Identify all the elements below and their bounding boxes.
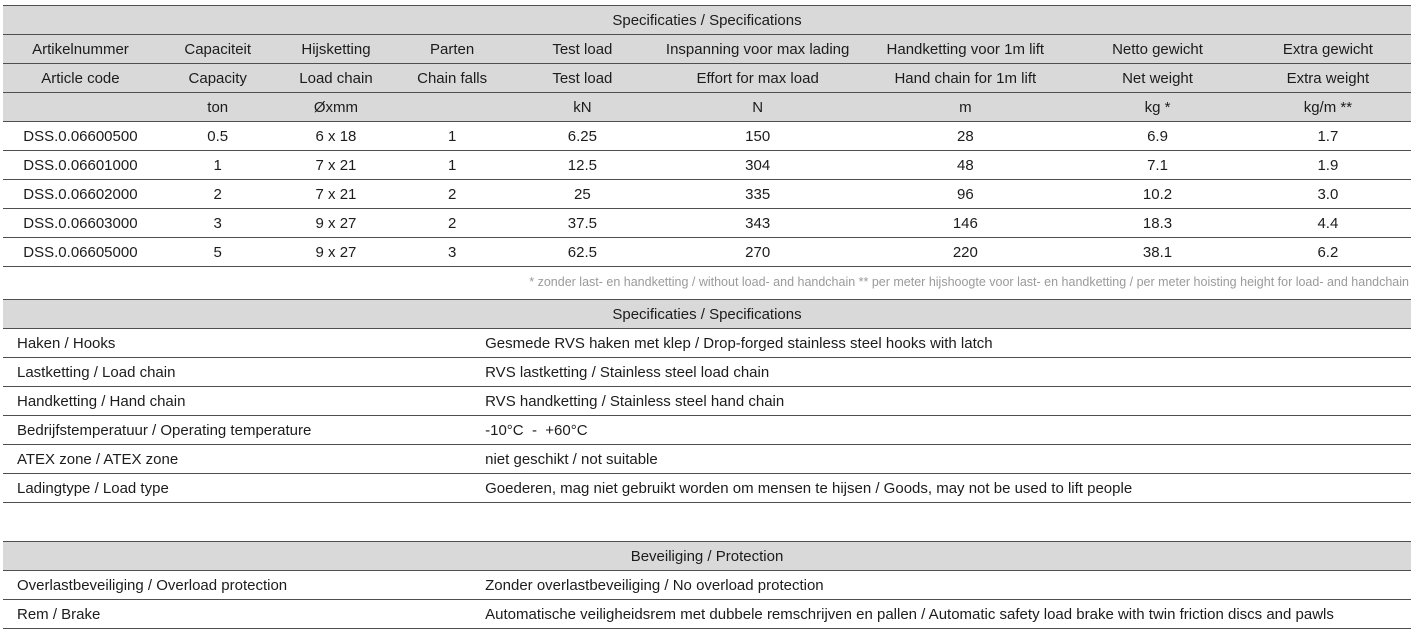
- table-cell: DSS.0.06602000: [3, 180, 158, 209]
- table-row: [3, 387, 1411, 416]
- table-cell: 96: [860, 180, 1070, 209]
- table-cell: 7 x 21: [278, 151, 395, 180]
- row-label: Handketting / Hand chain: [3, 387, 483, 416]
- table-row: [3, 358, 1411, 387]
- table-cell: ton: [158, 93, 278, 122]
- row-value: Zonder overlastbeveiliging / No overload protection: [483, 571, 1411, 600]
- table-cell: 1: [158, 151, 278, 180]
- details-table-title-row: [3, 300, 1411, 329]
- spec-table-title-row: [3, 6, 1411, 35]
- row-value: RVS handketting / Stainless steel hand chain: [483, 387, 1411, 416]
- table-row: [3, 209, 1411, 238]
- table-cell: 2: [158, 180, 278, 209]
- table-cell: DSS.0.06603000: [3, 209, 158, 238]
- protection-table-title: Beveiliging / Protection: [3, 542, 1411, 571]
- table-cell: 1.7: [1245, 122, 1411, 151]
- table-cell: Load chain: [278, 64, 395, 93]
- table-cell: 343: [655, 209, 861, 238]
- table-cell: Artikelnummer: [3, 35, 158, 64]
- table-cell: 10.2: [1070, 180, 1245, 209]
- table-cell: 37.5: [510, 209, 655, 238]
- row-label: Bedrijfstemperatuur / Operating temperature: [3, 416, 483, 445]
- table-cell: 150: [655, 122, 861, 151]
- protection-table-body: [3, 571, 1411, 629]
- table-cell: Inspanning voor max lading: [655, 35, 861, 64]
- spec-table: [3, 5, 1411, 267]
- row-value: Gesmede RVS haken met klep / Drop-forged stainless steel hooks with latch: [483, 329, 1411, 358]
- row-value: -10°C - +60°C: [483, 416, 1411, 445]
- table-cell: kg *: [1070, 93, 1245, 122]
- table-cell: m: [860, 93, 1070, 122]
- row-label: Ladingtype / Load type: [3, 474, 483, 503]
- table-row: [3, 329, 1411, 358]
- table-cell: Extra weight: [1245, 64, 1411, 93]
- table-cell: 0.5: [158, 122, 278, 151]
- table-cell: Effort for max load: [655, 64, 861, 93]
- table-cell: 25: [510, 180, 655, 209]
- table-cell: kg/m **: [1245, 93, 1411, 122]
- table-cell: Hijsketting: [278, 35, 395, 64]
- table-cell: 38.1: [1070, 238, 1245, 267]
- table-cell: 3: [394, 238, 509, 267]
- table-cell: 3: [158, 209, 278, 238]
- spec-table-body: [3, 122, 1411, 267]
- details-table: [3, 299, 1411, 503]
- table-cell: Øxmm: [278, 93, 395, 122]
- table-cell: N: [655, 93, 861, 122]
- table-cell: 6 x 18: [278, 122, 395, 151]
- table-cell: 9 x 27: [278, 209, 395, 238]
- spec-sheet: [3, 0, 1411, 629]
- table-cell: kN: [510, 93, 655, 122]
- table-cell: 7 x 21: [278, 180, 395, 209]
- table-cell: 335: [655, 180, 861, 209]
- table-cell: 48: [860, 151, 1070, 180]
- table-cell: 4.4: [1245, 209, 1411, 238]
- table-cell: Netto gewicht: [1070, 35, 1245, 64]
- table-footnote: * zonder last- en handketting / without load- and handchain ** per meter hijshoogte voor last- en handketting / per meter hoisting height for load- and handchain: [529, 275, 1409, 289]
- table-cell: 5: [158, 238, 278, 267]
- table-row: [3, 238, 1411, 267]
- table-cell: 2: [394, 209, 509, 238]
- table-cell: 1.9: [1245, 151, 1411, 180]
- table-row: [3, 180, 1411, 209]
- table-cell: 304: [655, 151, 861, 180]
- table-row: [3, 474, 1411, 503]
- table-cell: Extra gewicht: [1245, 35, 1411, 64]
- table-cell: 6.25: [510, 122, 655, 151]
- spec-header-row-nl: [3, 35, 1411, 64]
- table-cell: Article code: [3, 64, 158, 93]
- table-cell: 270: [655, 238, 861, 267]
- protection-table-title-row: [3, 542, 1411, 571]
- row-label: Lastketting / Load chain: [3, 358, 483, 387]
- table-row: [3, 416, 1411, 445]
- protection-table: [3, 541, 1411, 629]
- table-cell: 2: [394, 180, 509, 209]
- table-cell: 9 x 27: [278, 238, 395, 267]
- table-cell: Capaciteit: [158, 35, 278, 64]
- row-label: Rem / Brake: [3, 600, 483, 629]
- table-cell: 6.9: [1070, 122, 1245, 151]
- table-cell: Parten: [394, 35, 509, 64]
- row-label: ATEX zone / ATEX zone: [3, 445, 483, 474]
- details-table-body: [3, 329, 1411, 503]
- table-cell: Test load: [510, 64, 655, 93]
- table-row: [3, 600, 1411, 629]
- row-label: Haken / Hooks: [3, 329, 483, 358]
- table-cell: DSS.0.06605000: [3, 238, 158, 267]
- table-cell: 220: [860, 238, 1070, 267]
- row-label: Overlastbeveiliging / Overload protection: [3, 571, 483, 600]
- table-cell: 6.2: [1245, 238, 1411, 267]
- table-cell: [3, 93, 158, 122]
- section-gap: [3, 503, 1411, 541]
- table-cell: DSS.0.06600500: [3, 122, 158, 151]
- table-row: [3, 571, 1411, 600]
- table-cell: 1: [394, 151, 509, 180]
- table-cell: 28: [860, 122, 1070, 151]
- table-cell: 1: [394, 122, 509, 151]
- spec-units-row: [3, 93, 1411, 122]
- table-cell: Capacity: [158, 64, 278, 93]
- spec-table-title: Specificaties / Specifications: [3, 6, 1411, 35]
- table-cell: [394, 93, 509, 122]
- table-cell: Test load: [510, 35, 655, 64]
- row-value: Goederen, mag niet gebruikt worden om mensen te hijsen / Goods, may not be used to lift people: [483, 474, 1411, 503]
- table-cell: 146: [860, 209, 1070, 238]
- table-cell: Net weight: [1070, 64, 1245, 93]
- table-cell: 7.1: [1070, 151, 1245, 180]
- table-cell: Handketting voor 1m lift: [860, 35, 1070, 64]
- table-cell: 3.0: [1245, 180, 1411, 209]
- table-cell: Chain falls: [394, 64, 509, 93]
- table-cell: DSS.0.06601000: [3, 151, 158, 180]
- table-row: [3, 151, 1411, 180]
- table-cell: Hand chain for 1m lift: [860, 64, 1070, 93]
- table-row: [3, 122, 1411, 151]
- table-cell: 62.5: [510, 238, 655, 267]
- row-value: niet geschikt / not suitable: [483, 445, 1411, 474]
- table-cell: 18.3: [1070, 209, 1245, 238]
- details-table-title: Specificaties / Specifications: [3, 300, 1411, 329]
- table-cell: 12.5: [510, 151, 655, 180]
- row-value: Automatische veiligheidsrem met dubbele remschrijven en pallen / Automatic safety load brake with twin friction discs and pawls: [483, 600, 1411, 629]
- spec-header-row-en: [3, 64, 1411, 93]
- table-row: [3, 445, 1411, 474]
- row-value: RVS lastketting / Stainless steel load chain: [483, 358, 1411, 387]
